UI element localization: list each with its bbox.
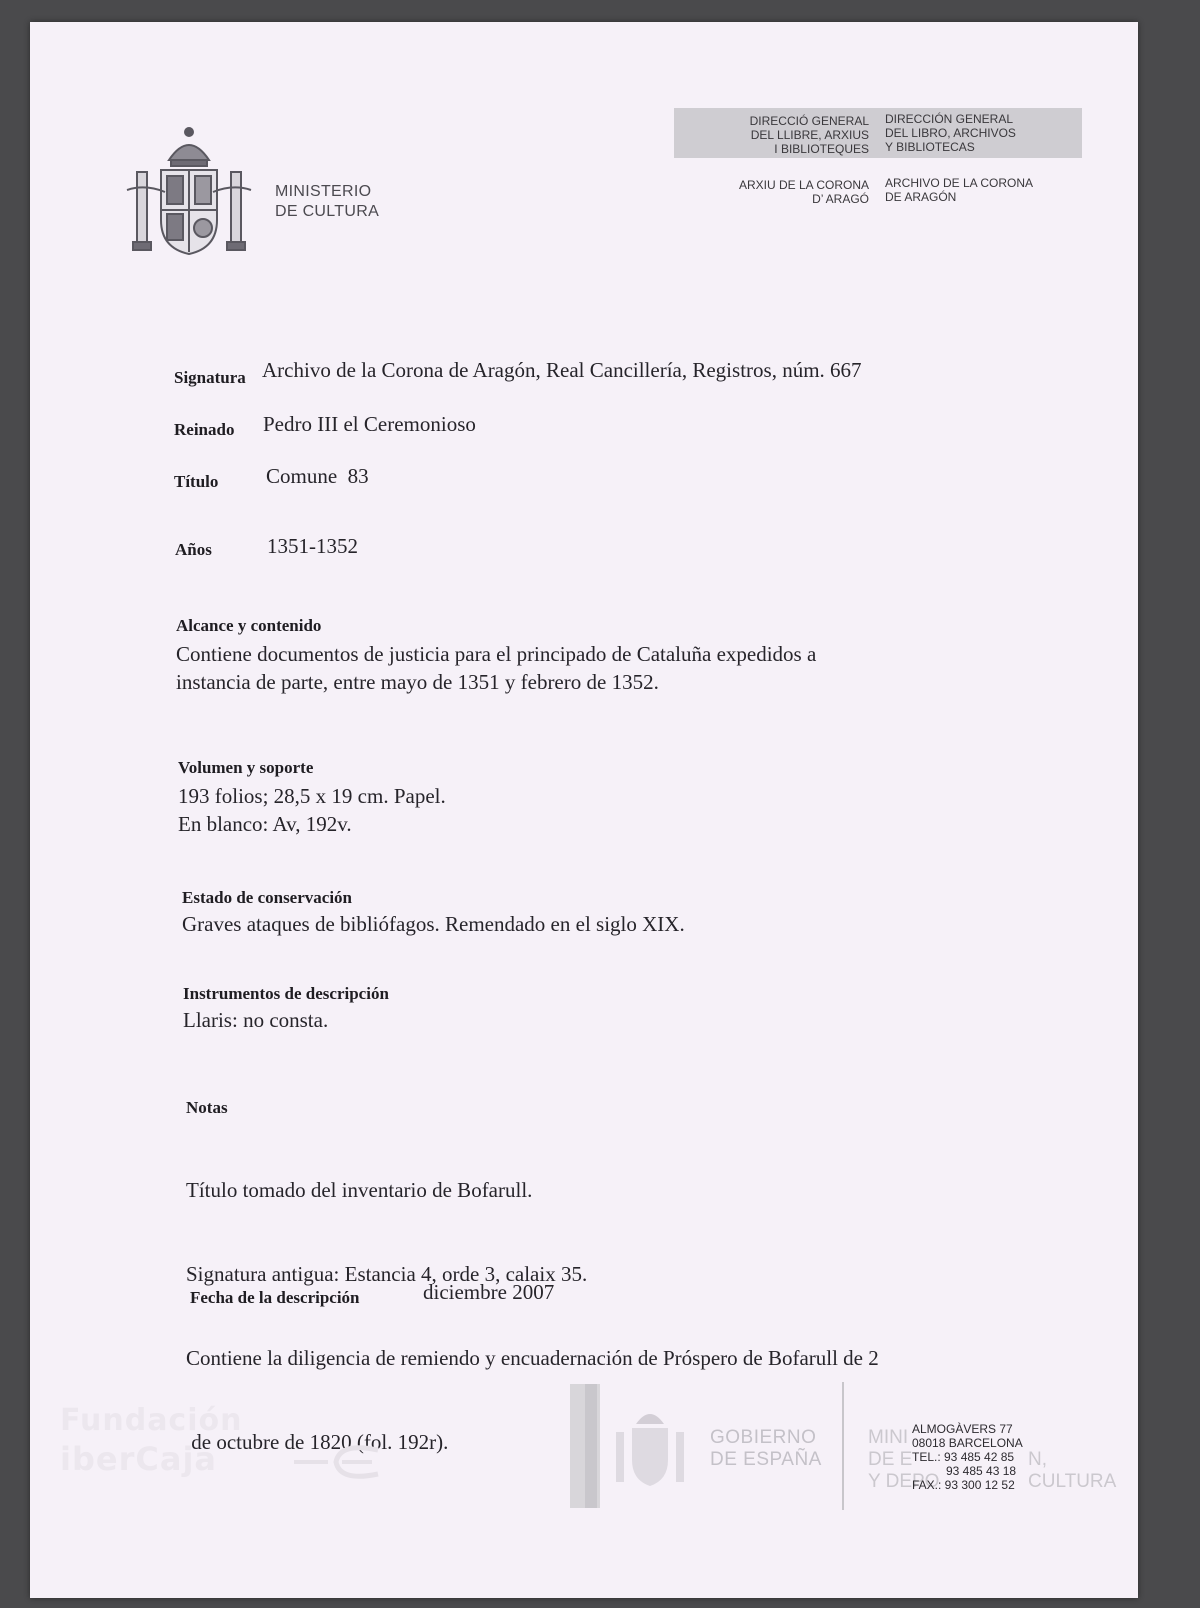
estado-text [182,910,685,938]
directorate-spanish-line: Y BIBLIOTECAS [885,140,975,154]
ministry-faded-line: DE E [868,1449,913,1470]
instrumentos-line: Llaris: no consta. [183,1008,329,1032]
notas-label: Notas [186,1098,228,1117]
address-block [912,1422,1023,1492]
gobierno-line: GOBIERNO [710,1427,817,1448]
alcance-line: instancia de parte, entre mayo de 1351 y febrero de 1352. [176,670,659,694]
volumen-text [178,782,446,838]
directorate-spanish [885,112,1085,154]
gobierno-de-espana [710,1427,822,1471]
estado-line: Graves ataques de bibliófagos. Remendado en el siglo XIX. [182,912,685,936]
government-coat-icon [610,1404,690,1492]
ministry-name [275,182,379,222]
archive-catalan-line: ARXIU DE LA CORONA [738,178,869,192]
instrumentos-text [183,1006,328,1034]
address-line: ALMOGÀVERS 77 [912,1422,1013,1436]
address-line: 93 485 43 18 [946,1464,1017,1478]
archive-spanish-line: DE ARAGÓN [885,190,957,204]
titulo-value: Comune 83 [266,464,369,488]
ministry-line: MINISTERIO [275,183,372,200]
address-line: 08018 BARCELONA [912,1436,1023,1450]
instrumentos-label: Instrumentos de descripción [183,984,389,1003]
directorate-catalan-line: I BIBLIOTEQUES [774,142,869,156]
ministry-faded-tail: N, CULTURA [1028,1449,1117,1492]
directorate-spanish-line: DIRECCIÓN GENERAL [885,112,1014,126]
gobierno-line: DE ESPAÑA [710,1449,822,1470]
directorate-catalan-line: DIRECCIÓ GENERAL [749,114,869,128]
volumen-label: Volumen y soporte [178,758,314,777]
signatura-value: Archivo de la Corona de Aragón, Real Cancillería, Registros, núm. 667 [262,358,862,382]
notas-line: Signatura antigua: Estancia 4, orde 3, calaix 35. [186,1262,588,1286]
signatura-label: Signatura [174,368,246,387]
ministry-line: DE CULTURA [275,203,380,220]
directorate-catalan-line: DEL LLIBRE, ARXIUS [750,128,869,142]
notas-line: de octubre de 1820 (fol. 192r). [186,1430,449,1454]
government-flag-stripe [585,1384,597,1508]
directorate-catalan [674,114,869,156]
document-page [30,22,1138,1598]
anos-label: Años [175,540,212,559]
archive-catalan [674,178,869,206]
reinado-label: Reinado [174,420,235,439]
fecha-label: Fecha de la descripción [190,1288,360,1307]
archive-spanish [885,176,1085,204]
address-line: FAX.: 93 300 12 52 [912,1478,1015,1492]
reinado-value: Pedro III el Ceremonioso [263,412,476,436]
ibercaja-logo-icon [292,1442,388,1482]
watermark-fundacion: Fundación [60,1403,243,1438]
alcance-line: Contiene documentos de justicia para el principado de Cataluña expedidos a [176,642,817,666]
ministry-faded-line: MINI [868,1427,909,1448]
directorate-spanish-line: DEL LIBRO, ARCHIVOS [885,126,1016,140]
volumen-line: En blanco: Av, 192v. [178,812,352,836]
address-line: TEL.: 93 485 42 85 [912,1450,1015,1464]
fecha-value: diciembre 2007 [423,1280,555,1304]
alcance-text [176,640,816,696]
archive-catalan-line: D’ ARAGÓ [812,192,869,206]
notas-line: Título tomado del inventario de Bofarull. [186,1178,533,1202]
ministry-faded-line: Y DEPO [868,1471,940,1492]
footer-divider [842,1382,844,1510]
notas-line: Contiene la diligencia de remiendo y encuadernación de Próspero de Bofarull de 2 [186,1346,879,1370]
titulo-label: Título [174,472,219,491]
alcance-label: Alcance y contenido [176,616,322,635]
archive-spanish-line: ARCHIVO DE LA CORONA [885,176,1034,190]
watermark-ibercaja: iberCaja [60,1440,217,1478]
anos-value: 1351-1352 [267,534,358,558]
volumen-line: 193 folios; 28,5 x 19 cm. Papel. [178,784,446,808]
estado-label: Estado de conservación [182,888,352,907]
coat-of-arms-icon [125,120,253,260]
